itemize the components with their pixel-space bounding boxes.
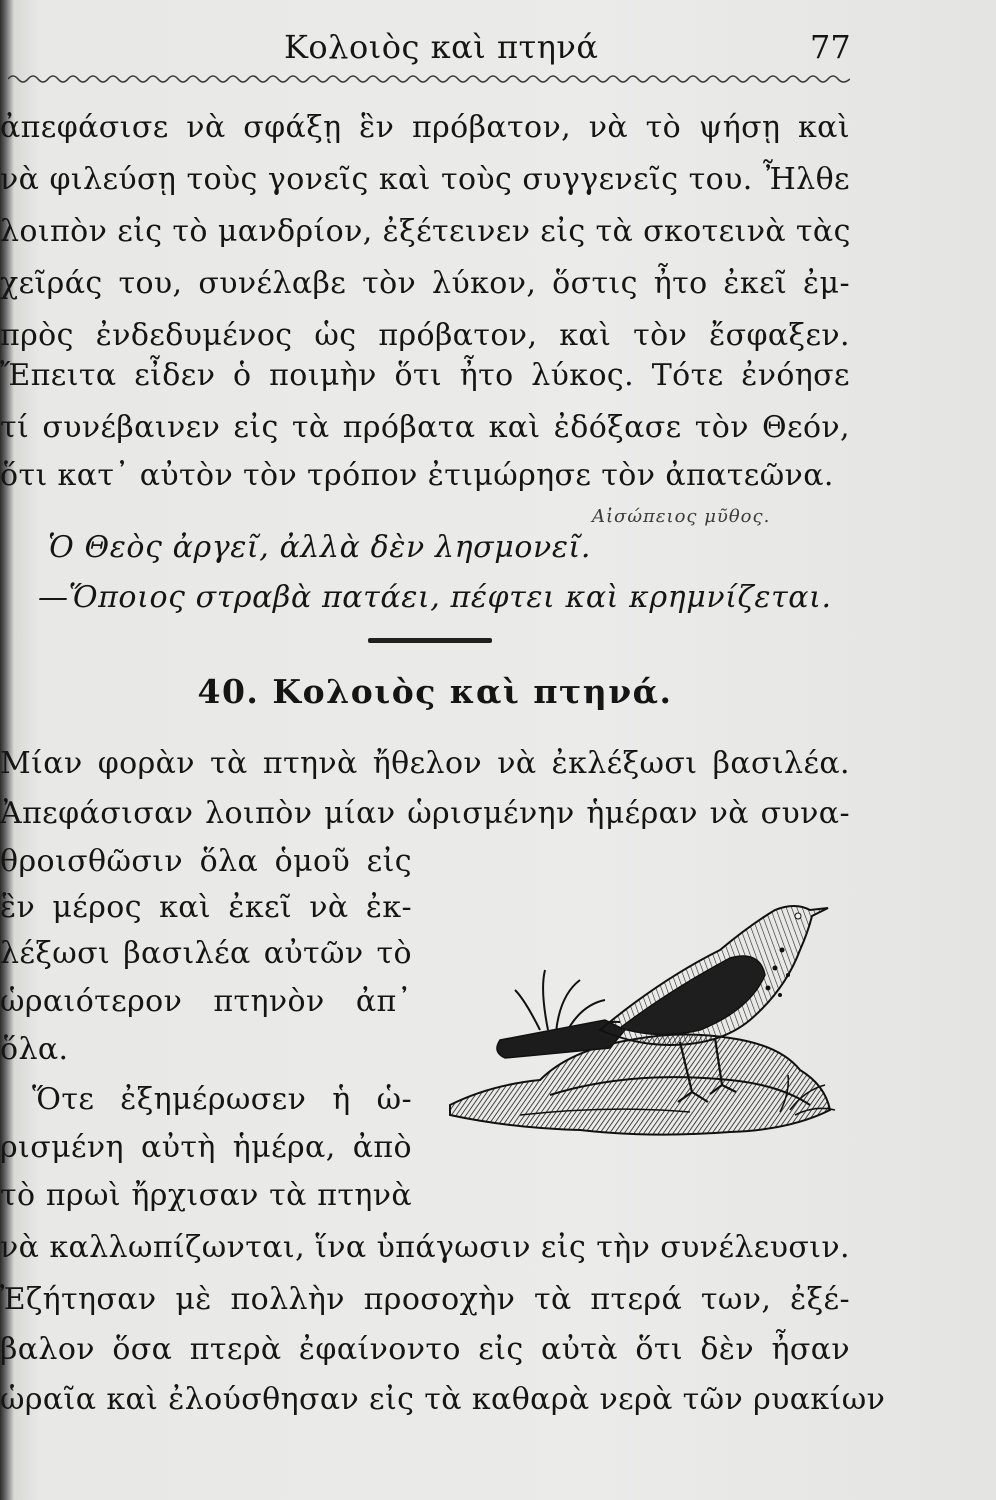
bird-on-rock-engraving-icon (430, 880, 850, 1155)
text-line: λέξωσι βασιλέα αὐτῶν τὸ (0, 936, 412, 971)
text-line: ὡραιότερον πτηνὸν ἀπ᾽ (0, 984, 412, 1019)
text-line: νὰ καλλωπίζωνται, ἵνα ὑπάγωσιν εἰς τὴν συνέλευσιν. (0, 1230, 850, 1265)
text-line: ἓν μέρος καὶ ἐκεῖ νὰ ἐκ- (0, 890, 412, 925)
text-line: τὸ πρωὶ ἤρχισαν τὰ πτηνὰ (0, 1178, 412, 1213)
text-line: Ἐζήτησαν μὲ πολλὴν προσοχὴν τὰ πτερά των, ἐξέ- (0, 1282, 850, 1317)
text-line: Ὅτε ἐξημέρωσεν ἡ ὡ- (32, 1082, 412, 1117)
text-line: ὅλα. (0, 1032, 69, 1067)
text-line: λοιπὸν εἰς τὸ μανδρίον, ἐξέτεινεν εἰς τὰ σκοτεινὰ τὰς (0, 214, 851, 249)
text-line: Ἀπεφάσισαν λοιπὸν μίαν ὡρισμένην ἡμέραν νὰ συνα- (0, 796, 850, 831)
text-line: θροισθῶσιν ὅλα ὁμοῦ εἰς (0, 844, 412, 879)
text-line: χεῖράς του, συνέλαβε τὸν λύκον, ὅστις ἦτο ἐκεῖ ἐμ- (0, 266, 850, 301)
text-line: βαλον ὅσα πτερὰ ἐφαίνοντο εἰς αὐτὰ ὅτι δὲν ἦσαν (0, 1332, 850, 1367)
running-title: Κολοιὸς καὶ πτηνά (284, 28, 599, 66)
running-head (0, 22, 996, 72)
text-line: πρὸς ἐνδεδυμένος ὡς πρόβατον, καὶ τὸν ἔσφαξεν. (0, 318, 850, 353)
text-line: Μίαν φορὰν τὰ πτηνὰ ἤθελον νὰ ἐκλέξωσι βασιλέα. (0, 746, 850, 781)
source-attribution: Αἰσώπειος μῦθος. (592, 506, 771, 527)
text-line: ἀπεφάσισε νὰ σφάξῃ ἓν πρόβατον, νὰ τὸ ψήσῃ καὶ (0, 110, 850, 145)
wavy-head-rule (8, 72, 850, 86)
text-line: νὰ φιλεύσῃ τοὺς γονεῖς καὶ τοὺς συγγενεῖς του. Ἦλθε (0, 162, 850, 197)
text-line: ὅτι κατ᾽ αὐτὸν τὸν τρόπον ἐτιμώρησε τὸν ἀπατεῶνα. (0, 458, 834, 493)
page-number: 77 (810, 28, 851, 66)
text-line: ρισμένη αὐτὴ ἡμέρα, ἀπὸ (0, 1130, 412, 1165)
proverb-line: Ὁ Θεὸς ἀργεῖ, ἀλλὰ δὲν λησμονεῖ. (48, 530, 592, 565)
proverb-line: —Ὅποιος στραβὰ πατάει, πέφτει καὶ κρημνίζεται. (38, 580, 832, 615)
text-line: ὡραῖα καὶ ἐλούσθησαν εἰς τὰ καθαρὰ νερὰ τῶν ρυακίων (0, 1382, 886, 1417)
text-line: Ἔπειτα εἶδεν ὁ ποιμὴν ὅτι ἦτο λύκος. Τότε ἐνόησε (0, 358, 850, 393)
section-divider (368, 638, 492, 643)
section-title: 40. Κολοιὸς καὶ πτηνά. (197, 672, 673, 711)
text-line: τί συνέβαινεν εἰς τὰ πρόβατα καὶ ἐδόξασε τὸν Θεόν, (0, 410, 850, 445)
